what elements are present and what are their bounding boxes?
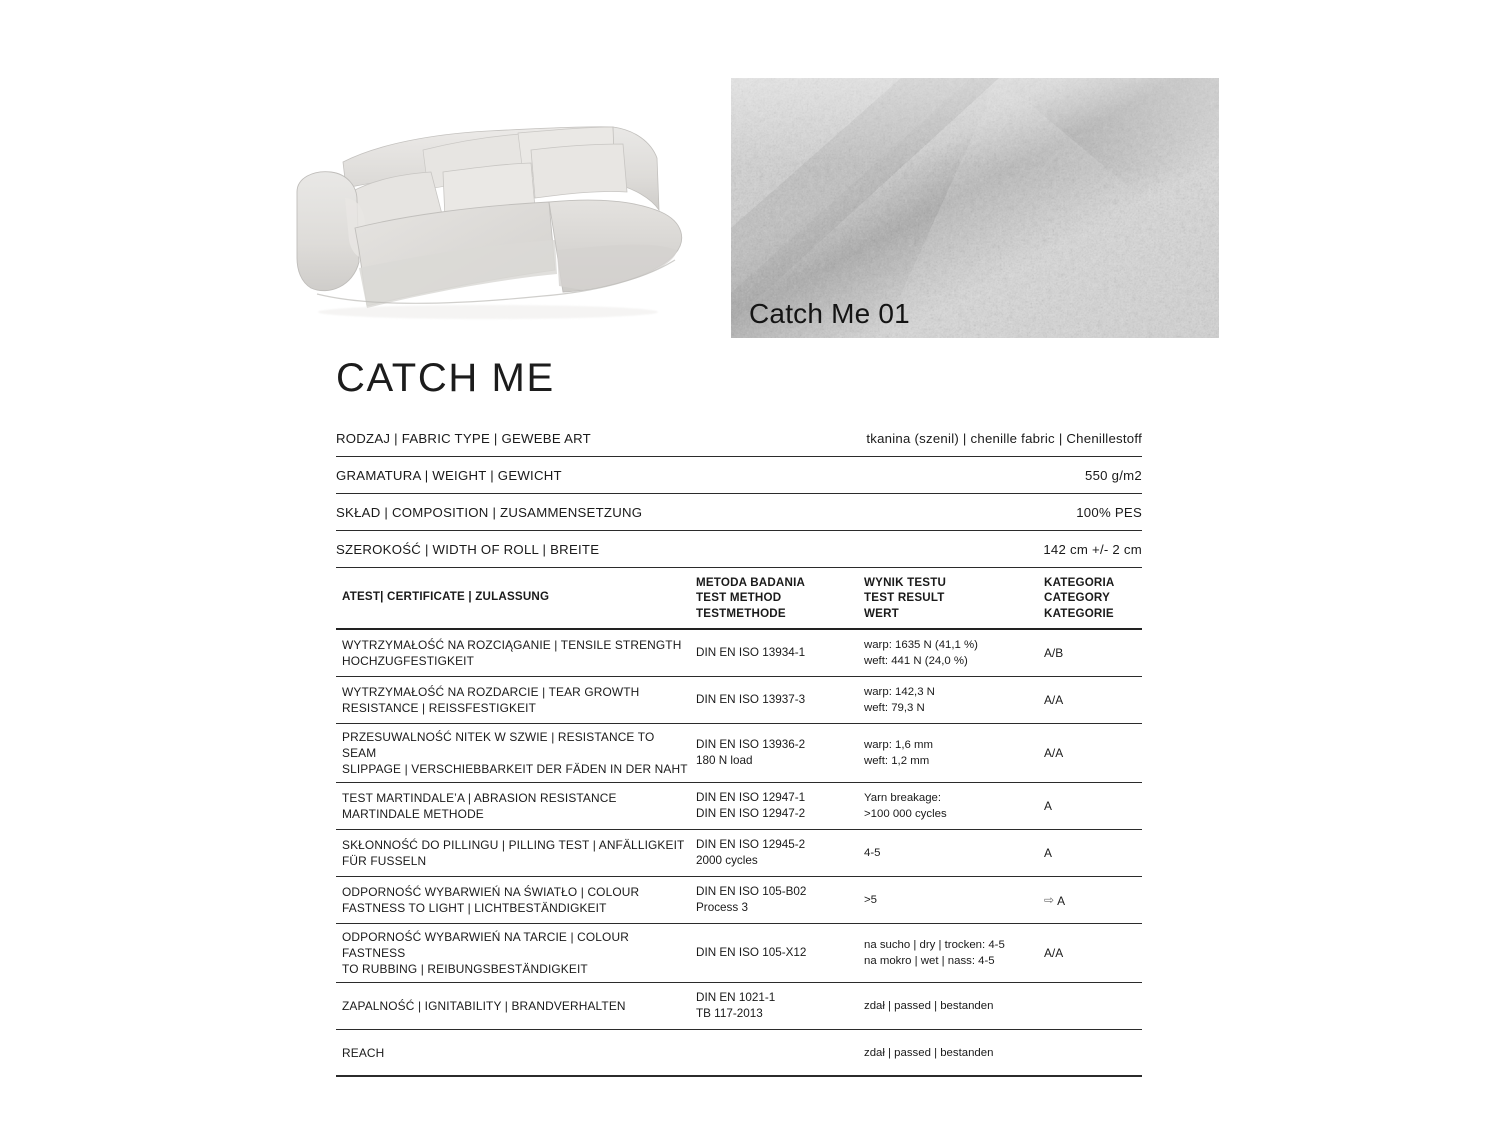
sofa-ground-shadow [318,305,658,319]
table-row [336,1030,1142,1077]
table-header-row [336,568,1142,630]
cell-line: >5 [864,893,877,906]
cell-certificate [336,785,696,827]
header-line: WERT [864,606,899,620]
category-value: A [1044,846,1052,861]
cell-test-method [696,837,864,870]
spec-value: 100% PES [1076,504,1142,520]
header-line: CATEGORY [1044,591,1111,605]
cell-certificate [336,724,696,782]
category-value: A [1044,799,1052,814]
spec-row [336,457,1142,494]
cell-line: zdał | passed | bestanden [864,1000,994,1013]
cell-line: 2000 cycles [696,854,758,868]
cell-test-result [864,892,1040,908]
cell-line: FÜR FUSSELN [342,854,427,869]
cell-certificate [336,924,696,982]
cell-line: zdał | passed | bestanden [864,1046,994,1059]
header-line: TEST METHOD [696,591,782,605]
cell-line: na sucho | dry | trocken: 4-5 [864,938,1005,951]
cell-line: TO RUBBING | REIBUNGSBESTÄNDIGKEIT [342,962,588,977]
cell-line: 4-5 [864,846,881,859]
table-row [336,983,1142,1030]
sofa-product-image [283,100,733,335]
cell-certificate [336,632,696,674]
table-row [336,783,1142,830]
cell-line: weft: 79,3 N [864,701,925,714]
cell-line: WYTRZYMAŁOŚĆ NA ROZDARCIE | TEAR GROWTH [342,684,640,699]
cell-certificate [336,1040,696,1066]
cell-line: SKŁONNOŚĆ DO PILLINGU | PILLING TEST | ANFÄLLIGKEIT [342,838,685,853]
cell-line: HOCHZUGFESTIGKEIT [342,653,475,668]
column-header-test-result [864,575,1040,621]
cell-line: DIN EN ISO 13937-3 [696,692,806,706]
swatch-color-label: Catch Me 01 [749,298,910,329]
cell-line: DIN EN 1021-1 [696,990,776,1004]
cell-line: na mokro | wet | nass: 4-5 [864,955,995,968]
cell-test-method [696,945,864,961]
cell-line: Yarn breakage: [864,791,942,804]
arrow-right-icon: ⇨ [1044,892,1055,907]
cell-test-result [864,790,1040,822]
cell-test-method [696,884,864,917]
table-row [336,830,1142,877]
table-row [336,877,1142,924]
spec-value: tkanina (szenil) | chenille fabric | Chenillestoff [866,430,1142,446]
cell-test-result [864,1045,1040,1061]
cell-certificate [336,879,696,921]
column-header-test-method [696,575,864,621]
cell-line: TB 117-2013 [696,1007,763,1021]
spec-value: 142 cm +/- 2 cm [1043,541,1142,557]
table-row [336,724,1142,783]
cell-line: warp: 1635 N (41,1 %) [864,638,978,651]
category-value: A/A [1044,745,1064,760]
cell-line: WYTRZYMAŁOŚĆ NA ROZCIĄGANIE | TENSILE STRENGTH [342,637,682,652]
category-value: A [1057,893,1065,908]
spec-label: RODZAJ | FABRIC TYPE | GEWEBE ART [336,430,591,446]
cell-line: ODPORNOŚĆ WYBARWIEŃ NA TARCIE | COLOUR FASTNESS [342,930,629,961]
cell-test-result [864,684,1040,716]
cell-line: warp: 1,6 mm [864,738,933,751]
column-header-certificate: ATEST| CERTIFICATE | ZULASSUNG [342,590,550,603]
cell-test-method [696,645,864,661]
cell-line: MARTINDALE METHODE [342,807,484,822]
cell-line: ZAPALNOŚĆ | IGNITABILITY | BRANDVERHALTEN [342,999,626,1014]
cell-certificate [336,832,696,874]
category-value: A/A [1044,946,1064,961]
cell-line: REACH [342,1045,385,1060]
cell-test-result [864,737,1040,769]
cell-test-method [696,737,864,770]
cell-line: warp: 142,3 N [864,685,935,698]
cell-test-result [864,937,1040,969]
cell-line: DIN EN ISO 13936-2 [696,737,806,751]
cell-line: DIN EN ISO 105-X12 [696,945,807,959]
cell-line: DIN EN ISO 12947-2 [696,807,806,821]
cell-line: 180 N load [696,753,753,767]
header-line: TEST RESULT [864,591,945,605]
header-line: TESTMETHODE [696,606,786,620]
cell-certificate [336,993,696,1019]
cell-test-result [864,998,1040,1014]
cell-test-method [696,790,864,823]
cell-line: >100 000 cycles [864,808,947,821]
header-line: KATEGORIE [1044,606,1114,620]
sofa-illustration [283,100,733,335]
spec-row [336,494,1142,531]
cell-line: ODPORNOŚĆ WYBARWIEŃ NA ŚWIATŁO | COLOUR [342,885,640,900]
column-header-category [1040,575,1142,621]
cell-test-result [864,845,1040,861]
spec-row [336,531,1142,568]
header-line: KATEGORIA [1044,576,1115,589]
cell-line: weft: 441 N (24,0 %) [864,654,968,667]
spec-row [336,420,1142,457]
cell-line: RESISTANCE | REISSFESTIGKEIT [342,700,537,715]
cell-test-method [696,990,864,1023]
cell-line: PRZESUWALNOŚĆ NITEK W SZWIE | RESISTANCE TO SEAM [342,729,655,760]
cell-category [1040,746,1142,760]
cell-line: DIN EN ISO 12945-2 [696,837,806,851]
cell-line: SLIPPAGE | VERSCHIEBBARKEIT DER FÄDEN IN DER NAHT [342,762,688,777]
table-row [336,630,1142,677]
header-line: WYNIK TESTU [864,576,947,589]
cell-line: DIN EN ISO 13934-1 [696,645,806,659]
cell-line: weft: 1,2 mm [864,754,930,767]
cell-line: DIN EN ISO 105-B02 [696,884,807,898]
cell-line: FASTNESS TO LIGHT | LICHTBESTÄNDIGKEIT [342,901,607,916]
cell-category [1040,693,1142,707]
certificate-test-table [336,568,1142,1077]
spec-value: 550 g/m2 [1085,467,1142,483]
cell-test-result [864,637,1040,669]
specification-list [336,420,1142,568]
page-title: CATCH ME [336,356,555,400]
spec-label: GRAMATURA | WEIGHT | GEWICHT [336,467,562,483]
cell-line: Process 3 [696,901,748,915]
cell-category [1040,946,1142,960]
fabric-swatch [731,78,1219,338]
spec-label: SZEROKOŚĆ | WIDTH OF ROLL | BREITE [336,541,600,557]
spec-label: SKŁAD | COMPOSITION | ZUSAMMENSETZUNG [336,504,643,520]
cell-category [1040,799,1142,813]
cell-category [1040,646,1142,660]
cell-certificate [336,679,696,721]
table-row [336,924,1142,983]
table-row [336,677,1142,724]
category-value: A/A [1044,692,1064,707]
cell-category [1040,893,1142,908]
cell-category [1040,846,1142,860]
cell-line: DIN EN ISO 12947-1 [696,790,806,804]
sofa-throw-pillow-3 [531,144,627,198]
category-value: A/B [1044,645,1064,660]
cell-line: TEST MARTINDALE’A | ABRASION RESISTANCE [342,791,617,806]
cell-test-method [696,692,864,708]
header-line: METODA BADANIA [696,576,806,589]
